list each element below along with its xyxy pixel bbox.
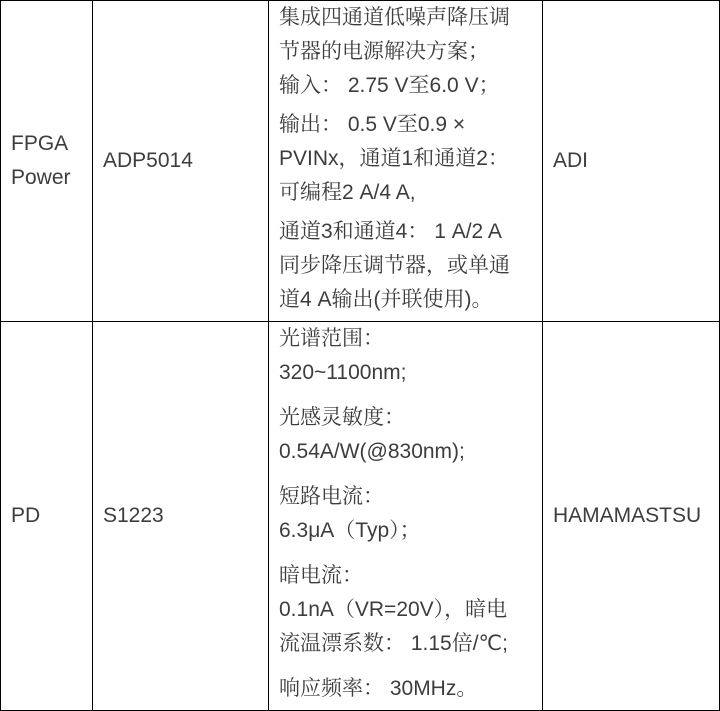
table-row-fpga-power bbox=[1, 1, 719, 322]
cell-module-name bbox=[1, 322, 93, 710]
cell-part-number bbox=[93, 1, 269, 321]
table-row-pd bbox=[1, 322, 719, 710]
vendor-name: HAMAMASTSU bbox=[553, 504, 702, 527]
cell-description: 集成四通道低噪声降压调 节器的电源解决方案； 输入： 2.75 V至6.0 V； 输出： 0.5 V至0.9 × PVINx，通道1和通道2： 可编程2 A/4 A, 通道3和通道4： 1 A/2 A 同步降压调节器，或单通 道4 A输出(并联使用)。 bbox=[269, 1, 543, 321]
cell-vendor bbox=[543, 322, 719, 710]
module-name: PD bbox=[11, 504, 41, 527]
cell-module-name bbox=[1, 1, 93, 321]
module-name: FPGA Power bbox=[11, 132, 71, 189]
part-number: S1223 bbox=[103, 504, 164, 527]
cell-vendor bbox=[543, 1, 719, 321]
part-number: ADP5014 bbox=[103, 149, 193, 172]
cell-part-number bbox=[93, 322, 269, 710]
cell-description: 光谱范围： 320~1100nm; 光感灵敏度： 0.54A/W(@830nm); 短路电流： 6.3μA（Typ）； 暗电流： 0.1nA（VR=20V），暗电 流温漂系数： 1.15倍/℃; 响应频率： 30MHz。 bbox=[269, 322, 543, 710]
vendor-name: ADI bbox=[553, 149, 589, 172]
